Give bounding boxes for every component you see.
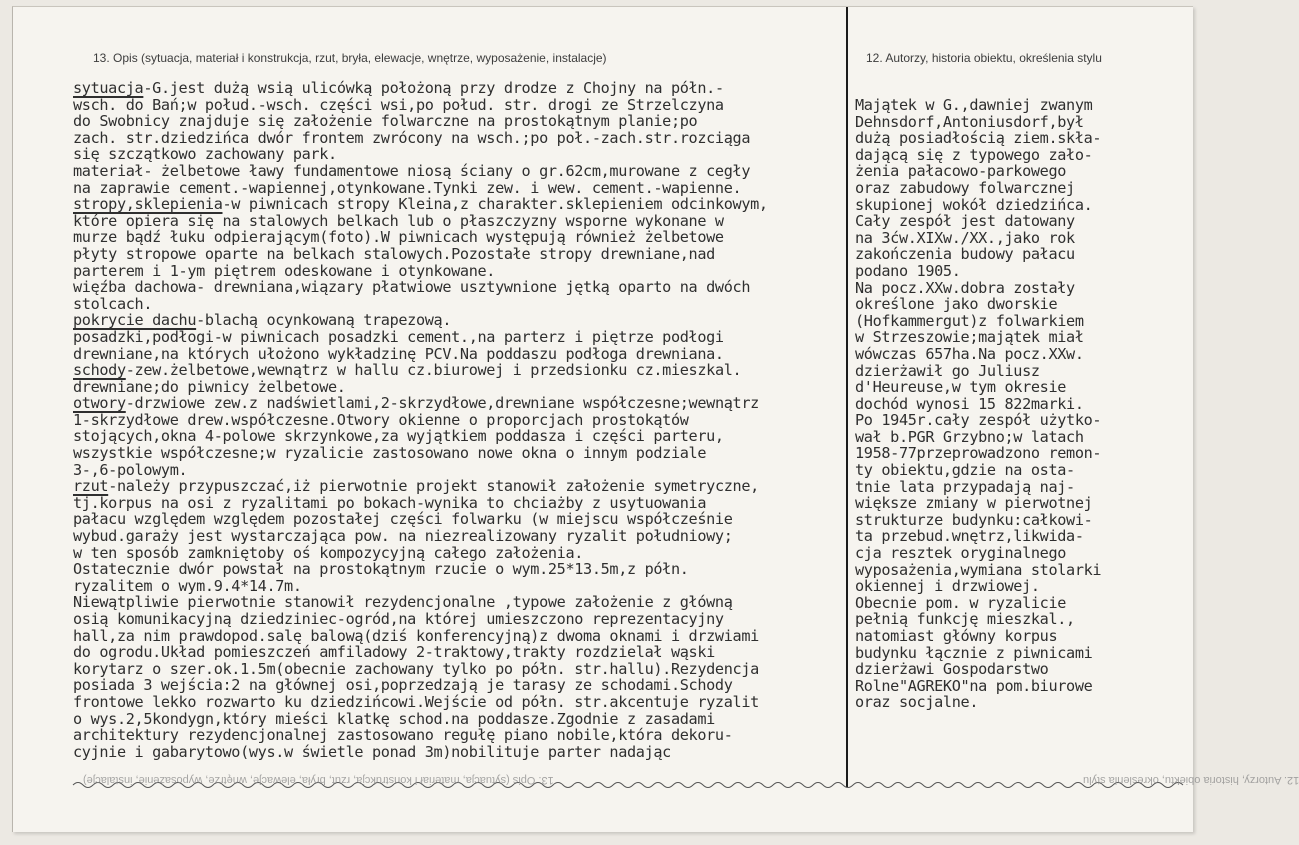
line-text: -blachą ocynkowaną trapezową.	[196, 311, 452, 330]
history-line: (Hofkammergut)z folwarkiem	[855, 311, 1084, 330]
line-text: cyjnie i gabarytowo(wys.w świetle ponad 3m)nobilituje parter nadając	[73, 742, 671, 761]
line-text: drewniane;do piwnicy żelbetowe.	[73, 377, 346, 396]
text-line	[73, 744, 845, 761]
history-line: Po 1945r.cały zespół użytko-	[855, 411, 1102, 430]
text-line	[73, 296, 845, 313]
line-text: 3-,6-polowym.	[73, 460, 188, 479]
history-line: żenia pałacowo-parkowego	[855, 162, 1067, 181]
text-line	[73, 146, 845, 163]
history-line: cja resztek oryginalnego	[855, 544, 1067, 563]
line-text: stolcach.	[73, 294, 153, 313]
history-line: wyposażenia,wymiana stolarki	[855, 560, 1102, 579]
bleed-through-band	[73, 772, 1299, 794]
text-line	[73, 246, 845, 263]
history-line: Cały zespół jest datowany	[855, 212, 1075, 231]
history-line: budynku łącznie z piwnicami	[855, 643, 1093, 662]
column-divider	[846, 7, 848, 787]
history-line: natomiast główny korpus	[855, 627, 1058, 645]
bleed-through-right-header: 12. Autorzy, historia obiektu, określenia stylu	[1083, 774, 1299, 786]
text-line	[73, 97, 845, 114]
line-text: materiał- żelbetowe ławy fundamentowe niosą ściany o gr.62cm,murowane z cegły	[73, 161, 751, 180]
text-line	[73, 727, 845, 744]
text-line	[73, 312, 845, 329]
line-text: się szczątkowo zachowany park.	[73, 145, 337, 164]
line-text: Ostatecznie dwór powstał na prostokątnym rzucie o wym.25*13.5m,z półn.	[73, 560, 689, 579]
history-line: d'Heureuse,w tym okresie	[855, 378, 1067, 397]
line-text: o wys.2,5kondygn,który mieści klatkę schod.na poddasze.Zgodnie z zasadami	[73, 709, 715, 728]
bleed-through-left-header: 13. Opis (sytuacja, materiał i konstrukcja, rzut, bryła, elewacje, wnętrze, wyposażenie, instalacje)	[83, 774, 554, 786]
history-line: ta przebud.wnętrz,likwida-	[855, 527, 1084, 546]
text-line	[73, 346, 845, 363]
line-text: tj.korpus na osi z ryzalitami po bokach-wynika to chciażby z usytuowania	[73, 493, 707, 512]
text-line	[73, 694, 845, 711]
line-text: pałacu względem względem pozostałej części folwarku (w miejscu współcześnie	[73, 510, 733, 529]
line-text: parterem i 1-ym piętrem odeskowane i otynkowane.	[73, 261, 496, 280]
text-line	[73, 561, 845, 578]
text-line	[73, 130, 845, 147]
text-line	[73, 229, 845, 246]
line-text: na zaprawie cement.-wapiennej,otynkowane.Tynki zew. i wew. cement.-wapienne.	[73, 178, 742, 197]
text-line	[73, 644, 845, 661]
history-line: ty obiektu,gdzie na osta-	[855, 461, 1075, 480]
line-text: Niewątpliwie pierwotnie stanowił rezydencjonalne ,typowe założenie z główną	[73, 593, 733, 612]
text-line	[73, 379, 845, 396]
history-line: na 3ćw.XIXw./XX.,jako rok	[855, 228, 1075, 247]
text-line	[73, 80, 845, 97]
text-line	[73, 462, 845, 479]
history-line: w Strzeszowie;majątek miał	[855, 328, 1084, 347]
section-keyword: otwory	[73, 394, 126, 413]
text-line	[73, 661, 845, 678]
text-line	[73, 113, 845, 130]
history-column	[855, 97, 1177, 711]
line-text: posadzki,podłogi-w piwnicach posadzki cement.,na parterz i piętrze podłogi	[73, 327, 724, 346]
text-line	[73, 362, 845, 379]
text-line	[73, 213, 845, 230]
text-line	[73, 395, 845, 412]
history-line: pełnią funkcję mieszkal.,	[855, 610, 1075, 629]
history-line: strukturze budynku:całkowi-	[855, 510, 1093, 529]
line-text: które opiera się na stalowych belkach lub o płaszczyzny wsporne wykonane w	[73, 211, 724, 230]
history-line: dającą się z typowego zało-	[855, 145, 1093, 164]
text-line	[73, 428, 845, 445]
history-line: oraz socjalne.	[855, 693, 979, 712]
line-text: zach. str.dziedzińca dwór frontem zwrócony na wsch.;po poł.-zach.str.rozciąga	[73, 128, 751, 147]
history-line: Obecnie pom. w ryzalicie	[855, 593, 1067, 612]
line-text: architektury rezydencjonalnej zastosowano regułę piano nobile,która dekoru-	[73, 726, 733, 745]
section-keyword: pokrycie dachu	[73, 311, 197, 330]
text-line	[73, 329, 845, 346]
history-line: dzierżawił go Juliusz	[855, 361, 1040, 380]
line-text: -drzwiowe zew.z nadświetlami,2-skrzydłowe,drewniane współczesne;wewnątrz	[125, 394, 759, 413]
line-text: wybud.garaży jest wystarczająca pow. na niezrealizowany ryzalit południowy;	[73, 527, 733, 546]
text-line	[73, 180, 845, 197]
text-line	[73, 511, 845, 528]
line-text: murze bądź łuku odpierającym(foto).W piwnicach występują również żelbetowe	[73, 228, 724, 247]
text-line	[73, 196, 845, 213]
line-text: wszystkie współczesne;w ryzalicie zastosowano nowe okna o innym podziale	[73, 444, 707, 463]
history-line: zakończenia budowy pałacu	[855, 245, 1075, 264]
line-text: 1-skrzydłowe drew.współczesne.Otwory okienne o proporcjach prostokątów	[73, 410, 689, 429]
history-line: okiennej i drzwiowej.	[855, 577, 1040, 596]
line-text: stojących,okna 4-polowe skrzynkowe,za wyjątkiem poddasza i części parteru,	[73, 427, 724, 446]
history-line: większe zmiany w pierwotnej	[855, 494, 1093, 513]
text-line	[73, 677, 845, 694]
history-line: skupionej wokół dziedzińca.	[855, 195, 1093, 214]
text-line	[73, 263, 845, 280]
line-text: -G.jest dużą wsią ulicówką położoną przy drodze z Chojny na półn.-	[143, 79, 724, 97]
line-text: więźba dachowa- drewniana,wiązary płatwiowe usztywnione jętką oparto na dwóch	[73, 278, 751, 297]
text-line	[73, 578, 845, 595]
history-line: Dehnsdorf,Antoniusdorf,był	[855, 112, 1084, 131]
history-line: tnie lata przypadają naj-	[855, 477, 1075, 496]
history-line: dzierżawi Gospodarstwo	[855, 660, 1049, 679]
history-line: wał b.PGR Grzybno;w latach	[855, 427, 1084, 446]
line-text: ryzalitem o wym.9.4*14.7m.	[73, 576, 302, 595]
section-keyword: stropy,sklepienia	[73, 195, 223, 214]
text-line	[73, 611, 845, 628]
section-keyword: schody	[73, 361, 126, 380]
history-line: podano 1905.	[855, 261, 961, 280]
history-line: Rolne"AGREKO"na pom.biurowe	[855, 676, 1093, 695]
text-line	[73, 412, 845, 429]
text-line	[73, 545, 845, 562]
text-line	[73, 594, 845, 611]
section-13-header: 13. Opis (sytuacja, materiał i konstrukcja, rzut, bryła, elewacje, wnętrze, wyposażenie, instalacje)	[93, 51, 607, 65]
line-text: korytarz o szer.ok.1.5m(obecnie zachowany tylko po półn. str.hallu).Rezydencja	[73, 659, 759, 678]
history-line: dużą posiadłością ziem.skła-	[855, 129, 1102, 148]
text-line	[73, 478, 845, 495]
line-text: -należy przypuszczać,iż pierwotnie projekt stanowił założenie symetryczne,	[108, 477, 759, 496]
text-line	[73, 528, 845, 545]
text-line	[73, 279, 845, 296]
text-line	[73, 628, 845, 645]
line-text: frontowe lekko rozwarto ku dziedzińcowi.Wejście od półn. str.akcentuje ryzalit	[73, 692, 759, 711]
history-line: 1958-77przeprowadzono remon-	[855, 444, 1102, 463]
history-line: Na pocz.XXw.dobra zostały	[855, 278, 1075, 297]
line-text: płyty stropowe oparte na belkach stalowych.Pozostałe stropy drewniane,nad	[73, 244, 715, 263]
text-line	[73, 163, 845, 180]
line-text: hall,za nim prawdopod.salę balową(dziś konferencyjną)z dwoma oknami i drzwiami	[73, 626, 759, 645]
line-text: osią komunikacyjną dziedziniec-ogród,na której umieszczono reprezentacyjny	[73, 610, 724, 628]
line-text: do Swobnicy znajduje się założenie folwarczne na prostokątnym planie;po	[73, 112, 698, 131]
line-text: w ten sposób zamkniętoby oś kompozycyjną całego założenia.	[73, 543, 584, 562]
description-column	[73, 80, 845, 760]
line-text: posiada 3 wejścia:2 na głównej osi,poprzedzają je tarasy ze schodami.Schody	[73, 676, 733, 695]
line-text: -w piwnicach stropy Kleina,z charakter.sklepieniem odcinkowym,	[222, 195, 768, 214]
line-text: drewniane,na których ułożono wykładzinę PCV.Na poddaszu podłoga drewniana.	[73, 344, 724, 363]
line-text: wsch. do Bań;w połud.-wsch. części wsi,po połud. str. drogi ze Strzelczyna	[73, 95, 724, 114]
text-line	[73, 445, 845, 462]
history-line: Majątek w G.,dawniej zwanym	[855, 96, 1093, 114]
history-line: oraz zabudowy folwarcznej	[855, 178, 1075, 197]
text-line	[73, 711, 845, 728]
history-line: określone jako dworskie	[855, 295, 1058, 314]
line-text: -zew.żelbetowe,wewnątrz w hallu cz.biurowej i przedsionku cz.mieszkal.	[125, 361, 742, 380]
section-12-header: 12. Autorzy, historia obiektu, określenia stylu	[866, 51, 1102, 65]
text-line	[73, 495, 845, 512]
document-page	[12, 6, 1299, 832]
history-line: dochód wynosi 15 822marki.	[855, 394, 1084, 413]
history-line: wówczas 657ha.Na pocz.XXw.	[855, 344, 1084, 363]
line-text: do ogrodu.Układ pomieszczeń amfiladowy 2-traktowy,trakty rozdzielał wąski	[73, 643, 715, 662]
section-keyword: sytuacja	[73, 79, 144, 97]
section-keyword: rzut	[73, 477, 109, 496]
